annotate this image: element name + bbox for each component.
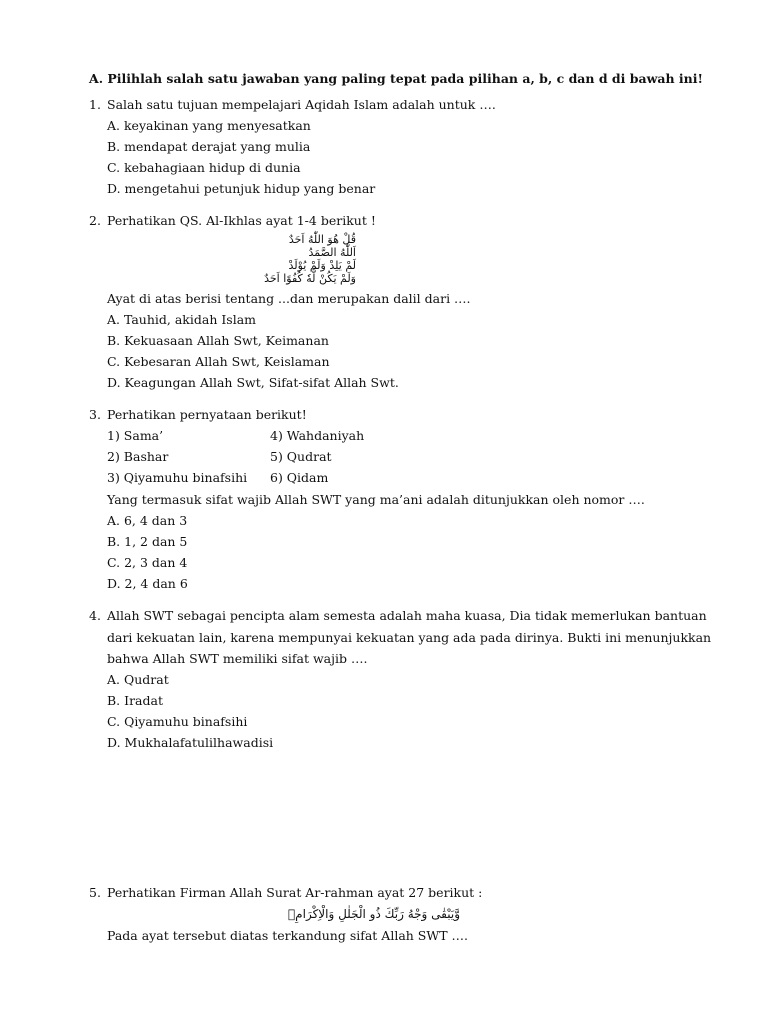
q2-option-a: A. Tauhid, akidah Islam [107,312,256,327]
q3-item-3: 3) Qiyamuhu binafsihi [107,470,248,485]
q5-arabic-verse: وَّيَبْقٰى وَجْهُ رَبِّكَ ذُو الْجَلٰلِ وَالْاِكْرَامِۚ [287,907,460,921]
q1-option-b: B. mendapat derajat yang mulia [107,139,311,154]
q4-text-line-1: Allah SWT sebagai pencipta alam semesta adalah maha kuasa, Dia tidak memerlukan bantuan [107,608,707,623]
q3-option-b: B. 1, 2 dan 5 [107,534,188,549]
q3-text: Perhatikan pernyataan berikut! [107,407,307,422]
q4-text-line-2: dari kekuatan lain, karena mempunyai kekuatan yang ada pada dirinya. Bukti ini menunjukkan [107,630,712,645]
q2-arabic-verse-2: اَللّٰهُ الصَّمَدُ [308,246,356,259]
q1-option-c: C. kebahagiaan hidup di dunia [107,160,301,175]
q2-text: Perhatikan QS. Al-Ikhlas ayat 1-4 berikut ! [107,213,376,228]
q4-option-b: B. Iradat [107,693,163,708]
q4-number: 4. [89,608,101,623]
q2-option-d: D. Keagungan Allah Swt, Sifat-sifat Allah Swt. [107,375,399,390]
q3-item-5: 5) Qudrat [270,449,332,464]
q3-number: 3. [89,407,101,422]
q2-arabic-verse-3: لَمْ يَلِدْ وَلَمْ يُوْلَدْ [288,259,356,272]
q1-text: Salah satu tujuan mempelajari Aqidah Islam adalah untuk …. [107,97,496,112]
q3-item-6: 6) Qidam [270,470,329,485]
q5-number: 5. [89,885,101,900]
q2-arabic-verse-1: قُلْ هُوَ اللّٰهُ اَحَدٌ [288,233,356,246]
q3-item-2: 2) Bashar [107,449,169,464]
q3-option-a: A. 6, 4 dan 3 [107,513,188,528]
q1-option-a: A. keyakinan yang menyesatkan [107,118,311,133]
q5-text: Perhatikan Firman Allah Surat Ar-rahman ayat 27 berikut : [107,885,483,900]
q2-arabic-verse-4: وَلَمْ يَكُنْ لَّهٗ كُفُوًا اَحَدٌ [264,272,356,285]
section-heading: A. Pilihlah salah satu jawaban yang paling tepat pada pilihan a, b, c dan d di bawah ini! [89,71,703,86]
q2-option-c: C. Kebesaran Allah Swt, Keislaman [107,354,330,369]
q3-item-1: 1) Sama’ [107,428,164,443]
q4-option-c: C. Qiyamuhu binafsihi [107,714,248,729]
q3-option-c: C. 2, 3 dan 4 [107,555,188,570]
q4-text-line-3: bahwa Allah SWT memiliki sifat wajib …. [107,651,368,666]
q1-number: 1. [89,97,101,112]
q1-option-d: D. mengetahui petunjuk hidup yang benar [107,181,376,196]
q3-text-2: Yang termasuk sifat wajib Allah SWT yang ma’ani adalah ditunjukkan oleh nomor …. [107,492,645,507]
q2-number: 2. [89,213,101,228]
q2-text-2: Ayat di atas berisi tentang ...dan merupakan dalil dari …. [107,291,471,306]
q2-option-b: B. Kekuasaan Allah Swt, Keimanan [107,333,329,348]
q3-item-4: 4) Wahdaniyah [270,428,365,443]
q3-option-d: D. 2, 4 dan 6 [107,576,188,591]
q4-option-a: A. Qudrat [107,672,169,687]
q4-option-d: D. Mukhalafatulilhawadisi [107,735,274,750]
q5-text-2: Pada ayat tersebut diatas terkandung sifat Allah SWT …. [107,928,468,943]
